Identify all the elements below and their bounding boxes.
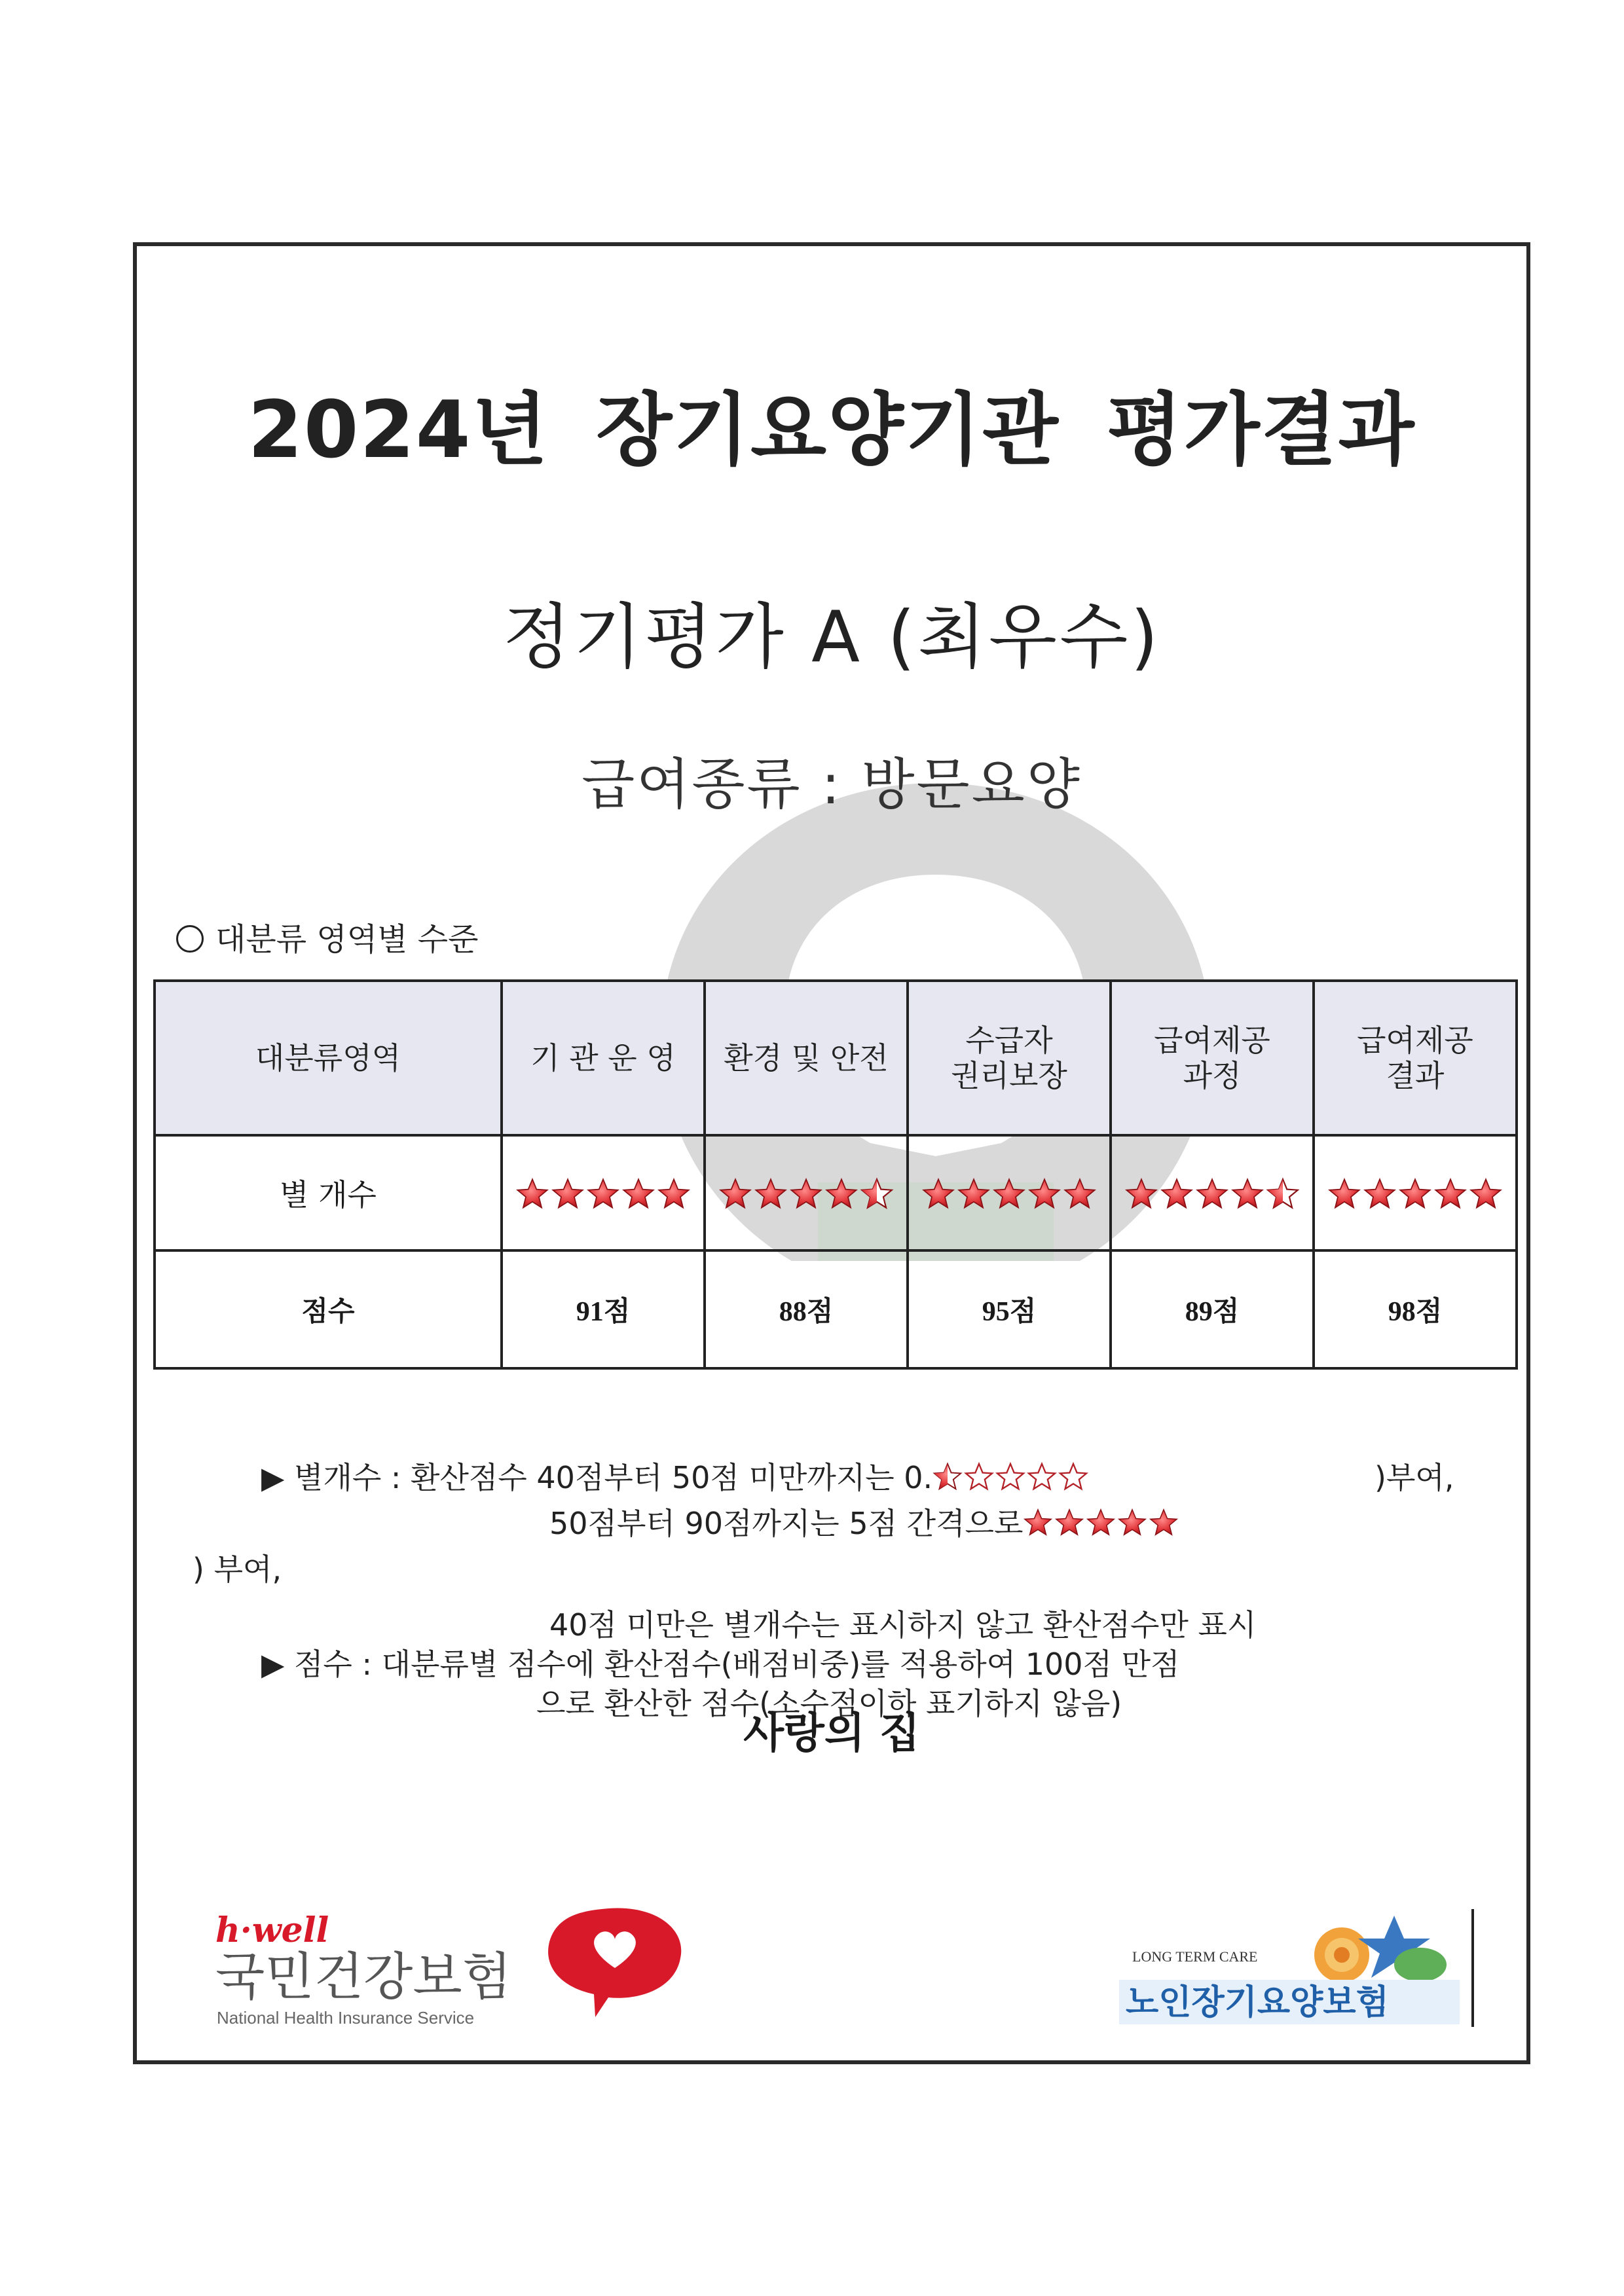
grade-label: 정기평가 A (최우수)	[502, 596, 1161, 678]
ltc-name: 노인장기요양보험	[1126, 1983, 1389, 2022]
full-star-icon	[1433, 1177, 1467, 1211]
empty-star-icon	[1058, 1462, 1088, 1492]
full-star-icon	[1117, 1508, 1147, 1538]
title-org: 장기요양기관	[596, 385, 1060, 476]
table-header-cell: 급여제공 과정	[1111, 981, 1314, 1135]
full-star-icon	[586, 1177, 620, 1211]
nhis-name: 국민건강보험	[215, 1948, 512, 2007]
full-star-icon	[824, 1177, 858, 1211]
full-star-icon	[1149, 1508, 1179, 1538]
full-star-icon	[515, 1177, 549, 1211]
full-star-icon	[1023, 1508, 1053, 1538]
empty-star-icon	[964, 1462, 994, 1492]
star-rating	[718, 1177, 894, 1211]
table-header-row	[155, 981, 1517, 1135]
star-rating	[1327, 1177, 1503, 1211]
organization-name: 사랑의 집	[743, 1709, 920, 1758]
table-header-cell: 대분류영역	[155, 981, 502, 1135]
section-title: 대분류 영역별 수준	[215, 921, 479, 958]
full-star-icon	[621, 1177, 655, 1211]
note-line5: ▶ 점수 : 대분류별 점수에 환산점수(배점비중)를 적용하여 100점 만점	[261, 1647, 1180, 1682]
nhis-logo	[202, 1896, 700, 2043]
section-heading	[176, 914, 478, 959]
half-star-icon	[1266, 1177, 1300, 1211]
star-rating	[1124, 1177, 1300, 1211]
note-line1: ▶ 별개수 : 환산점수 40점부터 50점 미만까지는 0.	[261, 1460, 933, 1495]
ltc-logo	[1106, 1903, 1486, 2036]
benefit-type-label: 급여종류 : 방문요양	[581, 752, 1082, 816]
score-label: 점수	[155, 1250, 502, 1368]
star-rating-cell	[705, 1135, 908, 1250]
star-rating-cell	[908, 1135, 1111, 1250]
page-title	[137, 367, 1526, 480]
full-star-legend	[1023, 1508, 1179, 1538]
document-frame	[133, 242, 1530, 2064]
table-header-cell: 기 관 운 영	[502, 981, 705, 1135]
score-cell: 95점	[908, 1250, 1111, 1368]
nhis-brand: h·well	[215, 1910, 329, 1950]
heart-speech-icon	[548, 1908, 681, 2017]
note-star-rule	[261, 1454, 1088, 1497]
full-star-icon	[1327, 1177, 1361, 1211]
star-rating-cell	[1111, 1135, 1314, 1250]
full-star-icon	[992, 1177, 1026, 1211]
ltc-english: LONG TERM CARE	[1132, 1948, 1258, 1965]
table-row-stars	[155, 1135, 1517, 1250]
full-star-icon	[1027, 1177, 1061, 1211]
star-count-label: 별 개수	[155, 1135, 502, 1250]
snail-logo-icon	[1314, 1916, 1447, 1982]
title-year: 2024년	[248, 385, 549, 476]
note-line2-text: 50점부터 90점까지는 5점 간격으로	[549, 1506, 1024, 1541]
score-cell: 91점	[502, 1250, 705, 1368]
score-cell: 98점	[1314, 1250, 1517, 1368]
note-line1-end: )부여,	[1375, 1460, 1454, 1495]
full-star-icon	[1195, 1177, 1229, 1211]
full-star-icon	[789, 1177, 823, 1211]
table-header-cell: 환경 및 안전	[705, 981, 908, 1135]
full-star-icon	[1398, 1177, 1432, 1211]
full-star-icon	[1230, 1177, 1264, 1211]
empty-star-icon	[995, 1462, 1025, 1492]
full-star-icon	[957, 1177, 991, 1211]
full-star-icon	[1054, 1508, 1084, 1538]
score-cell: 88점	[705, 1250, 908, 1368]
half-star-icon	[932, 1462, 963, 1492]
title-result: 평가결과	[1106, 385, 1416, 476]
half-star-icon	[860, 1177, 894, 1211]
circle-bullet-icon	[176, 925, 204, 953]
score-cell: 89점	[1111, 1250, 1314, 1368]
full-star-icon	[921, 1177, 955, 1211]
full-star-icon	[657, 1177, 691, 1211]
star-rating	[921, 1177, 1097, 1211]
full-star-icon	[1160, 1177, 1194, 1211]
full-star-icon	[551, 1177, 585, 1211]
full-star-icon	[1469, 1177, 1503, 1211]
empty-star-icon	[1027, 1462, 1057, 1492]
nhis-english: National Health Insurance Service	[217, 2008, 475, 2028]
note-line3: ) 부여,	[193, 1552, 282, 1587]
score-table	[153, 979, 1518, 1370]
table-header-cell: 수급자 권리보장	[908, 981, 1111, 1135]
star-rating-cell	[502, 1135, 705, 1250]
full-star-icon	[718, 1177, 752, 1211]
star-rating-cell	[1314, 1135, 1517, 1250]
full-star-icon	[1063, 1177, 1097, 1211]
full-star-icon	[1086, 1508, 1116, 1538]
star-rating	[515, 1177, 691, 1211]
note-line4: 40점 미만은 별개수는 표시하지 않고 환산점수만 표시	[549, 1607, 1257, 1643]
table-header-cell: 급여제공 결과	[1314, 981, 1517, 1135]
note-line2	[549, 1500, 1179, 1543]
half-star-legend	[932, 1462, 1088, 1492]
full-star-icon	[754, 1177, 788, 1211]
table-row-scores	[155, 1250, 1517, 1368]
note-line6: 으로 환산한 점수(소수점이하 표기하지 않음)	[536, 1686, 1122, 1721]
full-star-icon	[1124, 1177, 1158, 1211]
full-star-icon	[1363, 1177, 1397, 1211]
